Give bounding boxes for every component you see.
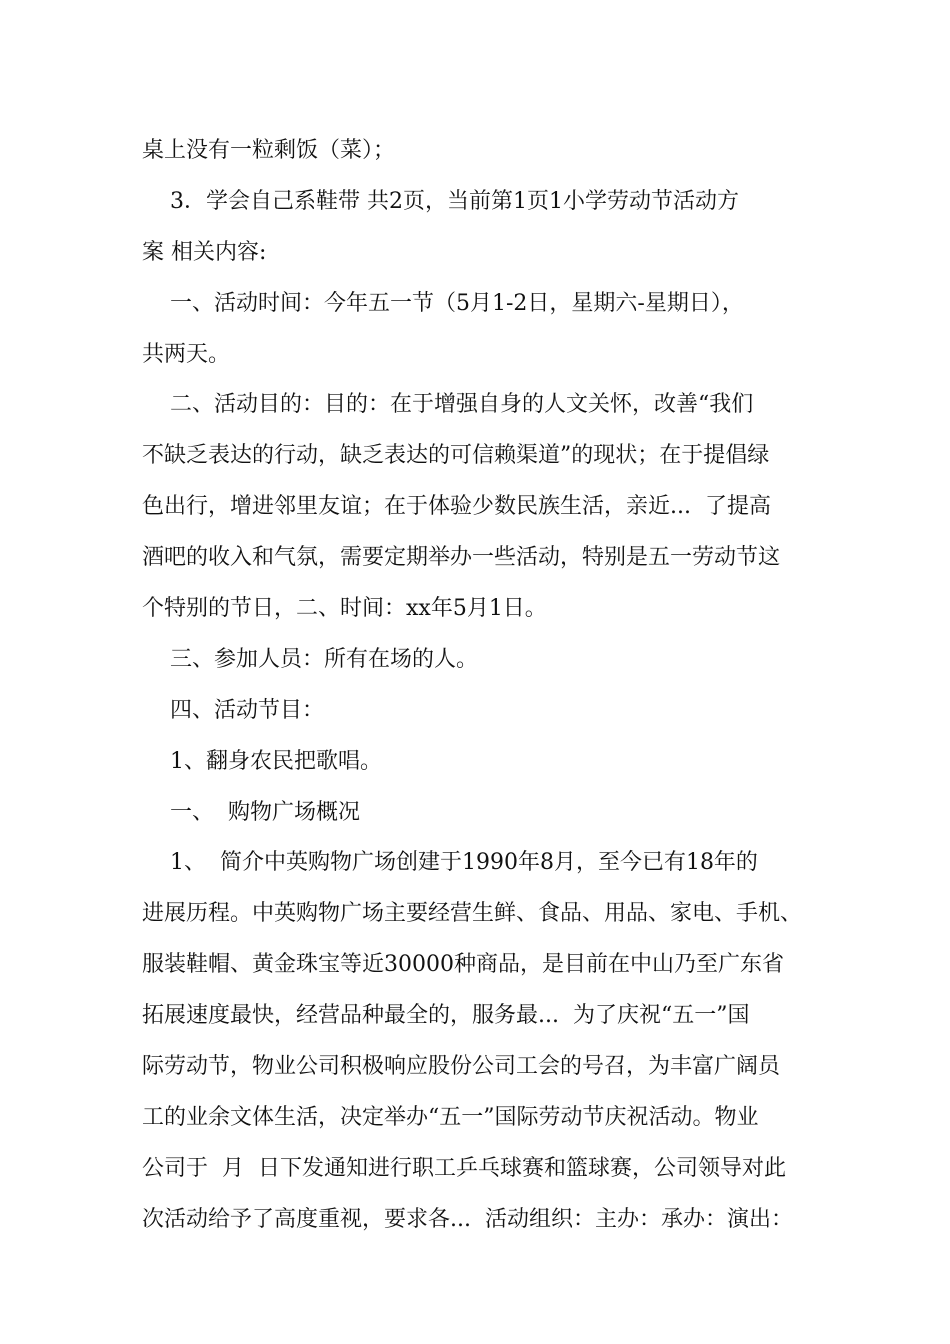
text-line-22: 次活动给予了高度重视，要求各... 活动组织：主办：承办：演出： [142, 1206, 793, 1232]
text-line-20: 工的业余文体生活，决定举办“五一”国际劳动节庆祝活动。物业 [142, 1104, 759, 1130]
text-line-10: 个特别的节日，二、时间：xx年5月1日。 [142, 596, 547, 622]
text-line-6: 二、活动目的：目的：在于增强自身的人文关怀，改善“我们 [142, 392, 754, 418]
text-line-12: 四、活动节目： [142, 697, 324, 723]
text-line-21: 公司于 月 日下发通知进行职工乒乓球赛和篮球赛，公司领导对此 [142, 1155, 786, 1181]
text-line-2: 3．学会自己系鞋带 共2页，当前第1页1小学劳动节活动方 [142, 188, 739, 214]
text-line-11: 三、参加人员：所有在场的人。 [142, 646, 478, 672]
text-line-13: 1、翻身农民把歌唱。 [142, 748, 382, 774]
document-body [142, 126, 832, 1246]
text-line-4: 一、活动时间：今年五一节（5月1-2日，星期六-星期日）， [142, 290, 744, 316]
text-line-17: 服装鞋帽、黄金珠宝等近30000种商品，是目前在中山乃至广东省 [142, 952, 784, 978]
text-line-19: 际劳动节，物业公司积极响应股份公司工会的号召，为丰富广阔员 [142, 1054, 781, 1080]
text-line-9: 酒吧的收入和气氛，需要定期举办一些活动，特别是五一劳动节这 [142, 545, 781, 571]
text-line-16: 进展历程。中英购物广场主要经营生鲜、食品、用品、家电、手机、 [142, 901, 803, 927]
text-line-7: 不缺乏表达的行动，缺乏表达的可信赖渠道”的现状；在于提倡绿 [142, 443, 770, 469]
text-line-15: 1、 简介中英购物广场创建于1990年8月，至今已有18年的 [142, 850, 758, 876]
text-line-1: 桌上没有一粒剩饭（菜）； [142, 138, 396, 163]
text-line-3: 案 相关内容: [142, 239, 267, 265]
text-line-14: 一、 购物广场概况 [142, 799, 360, 825]
text-line-18: 拓展速度最快，经营品种最全的，服务最... 为了庆祝“五一”国 [142, 1003, 750, 1029]
text-line-8: 色出行，增进邻里友谊；在于体验少数民族生活，亲近... 了提高 [142, 494, 771, 520]
text-line-5: 共两天。 [142, 341, 231, 367]
